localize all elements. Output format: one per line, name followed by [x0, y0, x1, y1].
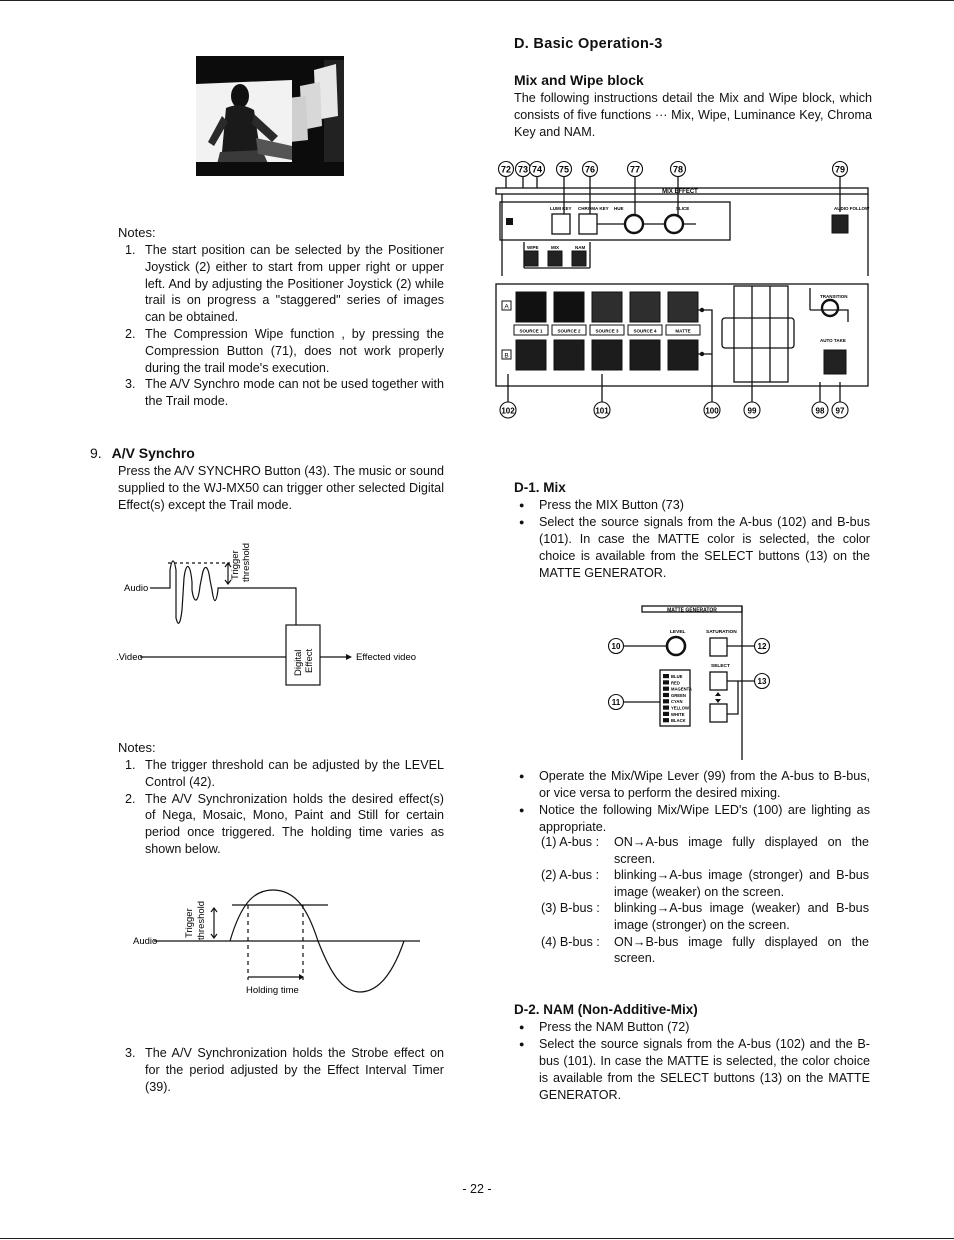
bus-label: A: [504, 303, 509, 311]
callout-number: 101: [595, 406, 609, 416]
d1-bullets: [514, 497, 870, 582]
av-synchro-heading: [90, 445, 195, 461]
panel-label: NAM: [575, 245, 586, 250]
color-label: BLUE: [671, 674, 683, 679]
diagram-video-label: .Video: [116, 652, 143, 663]
color-label: MAGENTA: [671, 686, 692, 692]
color-led: [663, 712, 669, 716]
notes-av-item3: [118, 1045, 444, 1095]
list-item: (4) B-bus : ON→B-bus image fully displayed on the screen.: [541, 934, 869, 966]
mix-effect-label: MIX EFFECT: [662, 189, 698, 195]
section-d-intro: The following instructions detail the Mix and Wipe block, which consists of five functions ··· Mix, Wipe, Luminance Key, Chroma Key and NAM.: [514, 91, 872, 139]
color-label: YELLOW: [671, 705, 689, 711]
list-item: ● Operate the Mix/Wipe Lever (99) from the A-bus to B-bus, or vice versa to perform the desired mixing.: [514, 768, 870, 802]
b-bus-button: [516, 340, 546, 370]
callout-number: 12: [757, 642, 767, 652]
color-led: [663, 674, 669, 678]
list-item: 1. The start position can be selected by the Positioner Joystick (2) either to start from upper right or upper left. And by adjusting the Positioner Joystick (2) while trail is on progress a "staggered" series of images can be obtained.: [125, 243, 444, 325]
indicator-led: [506, 218, 513, 225]
diagram-output-label: Effected video: [356, 652, 417, 663]
list-item: (2) A-bus : blinking→A-bus image (stronger) and B-bus image (weaker) on the screen.: [541, 868, 869, 899]
color-label: RED: [671, 680, 680, 686]
mix-wipe-block-title: Mix and Wipe block: [514, 72, 644, 88]
list-item: ● Select the source signals from the A-bus (102) and the B-bus (101). In case the MATTE is selected, the color choice is available from the SELECT buttons (13) on the MATTE GENERATOR.: [514, 1036, 870, 1104]
bottom-rule: [0, 1238, 954, 1239]
panel-label: MIX: [551, 245, 560, 250]
trail-photo: [196, 56, 344, 176]
diagram-audio-label: Audio: [124, 583, 149, 594]
a-bus-button: [592, 292, 622, 322]
callout-number: 77: [629, 164, 641, 175]
arrow-down-icon: [715, 699, 721, 703]
callout-number: 100: [705, 406, 719, 416]
panel-label: LUMI KEY: [550, 206, 572, 211]
list-item: (1) A-bus : ON→A-bus image fully displayed on the screen.: [541, 835, 869, 866]
level-label: LEVEL: [670, 630, 686, 635]
callout-number: 76: [584, 164, 596, 175]
notes-av-list: [118, 757, 444, 858]
panel-label: CHROMA KEY: [578, 206, 609, 211]
transition-label: TRANSITION: [820, 294, 848, 299]
arrow-up-icon: [715, 692, 721, 696]
diagram-threshold-label: threshold: [241, 542, 252, 582]
list-item: ● Press the NAM Button (72): [514, 1019, 870, 1036]
list-item: 2. The A/V Synchronization holds the desired effect(s) of Nega, Mosaic, Mono, Paint and Still for certain period once triggered. The holding time varies as shown below.: [125, 791, 444, 856]
callout-number: 13: [757, 677, 767, 687]
wave-audio-label: Audio: [133, 936, 158, 947]
callout-number: 72: [500, 164, 512, 175]
notes-trail-list: [118, 242, 444, 410]
color-led: [663, 706, 669, 710]
panel-label: HUE: [614, 206, 624, 211]
panel-button: [572, 251, 586, 266]
d1-title: D-1. Mix: [514, 480, 566, 495]
panel-label: WIPE: [527, 245, 539, 250]
a-bus-button: [554, 292, 584, 322]
list-item: ● Press the MIX Button (73): [514, 497, 870, 514]
color-label: GREEN: [671, 692, 686, 698]
av-synchro-body: Press the A/V SYNCHRO Button (43). The music or sound supplied to the WJ-MX50 can trigger other selected Digital Effect(s) except the Trail mode.: [118, 464, 444, 512]
av-synchro-diagram: [110, 530, 450, 700]
mix-wipe-led: [700, 308, 704, 312]
page-number: - 22 -: [462, 1182, 492, 1196]
wave-threshold-label: threshold: [196, 900, 207, 940]
list-item: 3. The A/V Synchronization holds the Strobe effect on for the period adjusted by the Effect Interval Timer (39).: [125, 1046, 444, 1094]
diagram-effect-label: Effect: [304, 648, 315, 673]
source-label: SOURCE 2: [557, 328, 581, 334]
callout-number: 78: [672, 164, 684, 175]
color-led: [663, 699, 669, 703]
section-title: A/V Synchro: [111, 445, 195, 461]
callout-number: 102: [501, 406, 515, 416]
wave-holding-label: Holding time: [246, 985, 299, 996]
mix-wipe-panel-diagram: [490, 158, 872, 426]
source-label: MATTE: [675, 328, 691, 334]
color-label: BLACK: [671, 718, 686, 724]
color-led: [663, 718, 669, 722]
d2-bullets: [514, 1019, 870, 1104]
callout-number: 99: [747, 406, 757, 416]
callout-number: 11: [611, 698, 621, 708]
section-number: 9.: [90, 445, 102, 461]
auto-take-button: [824, 350, 846, 374]
callout-number: 74: [531, 164, 543, 175]
list-item: 3. The A/V Synchro mode can not be used together with the Trail mode.: [125, 377, 444, 409]
color-label: CYAN: [671, 699, 683, 705]
list-item: 1. The trigger threshold can be adjusted by the LEVEL Control (42).: [125, 758, 444, 789]
b-bus-button: [630, 340, 660, 370]
b-bus-button: [668, 340, 698, 370]
diagram-trigger-label: Trigger: [230, 550, 241, 580]
callout-number: 98: [815, 406, 825, 416]
notes-av-title: Notes:: [118, 740, 156, 755]
select-label: SELECT: [711, 664, 730, 669]
diagram-digital-label: Digital: [293, 649, 304, 676]
panel-button: [548, 251, 562, 266]
section-d-title: D. Basic Operation-3: [514, 36, 663, 52]
saturation-label: SATURATION: [706, 630, 737, 635]
b-bus-button: [554, 340, 584, 370]
led-states-list: [541, 834, 869, 967]
callout-number: 73: [517, 164, 529, 175]
matte-generator-diagram: [596, 602, 796, 762]
panel-button: [524, 251, 538, 266]
wave-trigger-label: Trigger: [184, 908, 195, 938]
panel-label: SLICE: [676, 206, 690, 211]
source-label: SOURCE 1: [519, 328, 543, 334]
b-bus-button: [592, 340, 622, 370]
notes-title: Notes:: [118, 225, 156, 240]
list-item: (3) B-bus : blinking→A-bus image (weaker) and B-bus image (stronger) on the screen.: [541, 901, 869, 932]
top-rule: [0, 0, 954, 1]
callout-number: 75: [558, 164, 570, 175]
a-bus-button: [516, 292, 546, 322]
callout-number: 79: [834, 164, 846, 175]
a-bus-button: [668, 292, 698, 322]
callout-number: 97: [835, 406, 845, 416]
audio-follow-button: [832, 215, 848, 233]
callout-number: 10: [611, 642, 621, 652]
list-item: 2. The Compression Wipe function , by pressing the Compression Button (71), does not work properly during the trail mode's execution.: [125, 326, 444, 375]
color-label: WHITE: [671, 711, 685, 717]
color-led: [663, 693, 669, 697]
list-item: ● Select the source signals from the A-bus (102) and B-bus (101). In case the MATTE color is selected, the color choice is available from the SELECT buttons (13) on the MATTE GENERATOR.: [514, 514, 870, 582]
auto-take-label: AUTO TAKE: [820, 338, 846, 343]
bus-label: B: [504, 352, 509, 360]
matte-generator-title: MATTE GENERATOR: [667, 607, 717, 614]
panel-label: AUDIO FOLLOW: [834, 206, 870, 211]
source-label: SOURCE 4: [633, 328, 657, 334]
source-label: SOURCE 3: [595, 328, 619, 334]
d2-title: D-2. NAM (Non-Additive-Mix): [514, 1002, 698, 1017]
color-led: [663, 680, 669, 684]
mix-wipe-led: [700, 352, 704, 356]
list-item: ● Notice the following Mix/Wipe LED's (100) are lighting as appropriate.: [514, 802, 870, 836]
d1-more-bullets: [514, 768, 870, 836]
holding-time-diagram: [128, 880, 428, 1000]
a-bus-button: [630, 292, 660, 322]
color-led: [663, 687, 669, 691]
